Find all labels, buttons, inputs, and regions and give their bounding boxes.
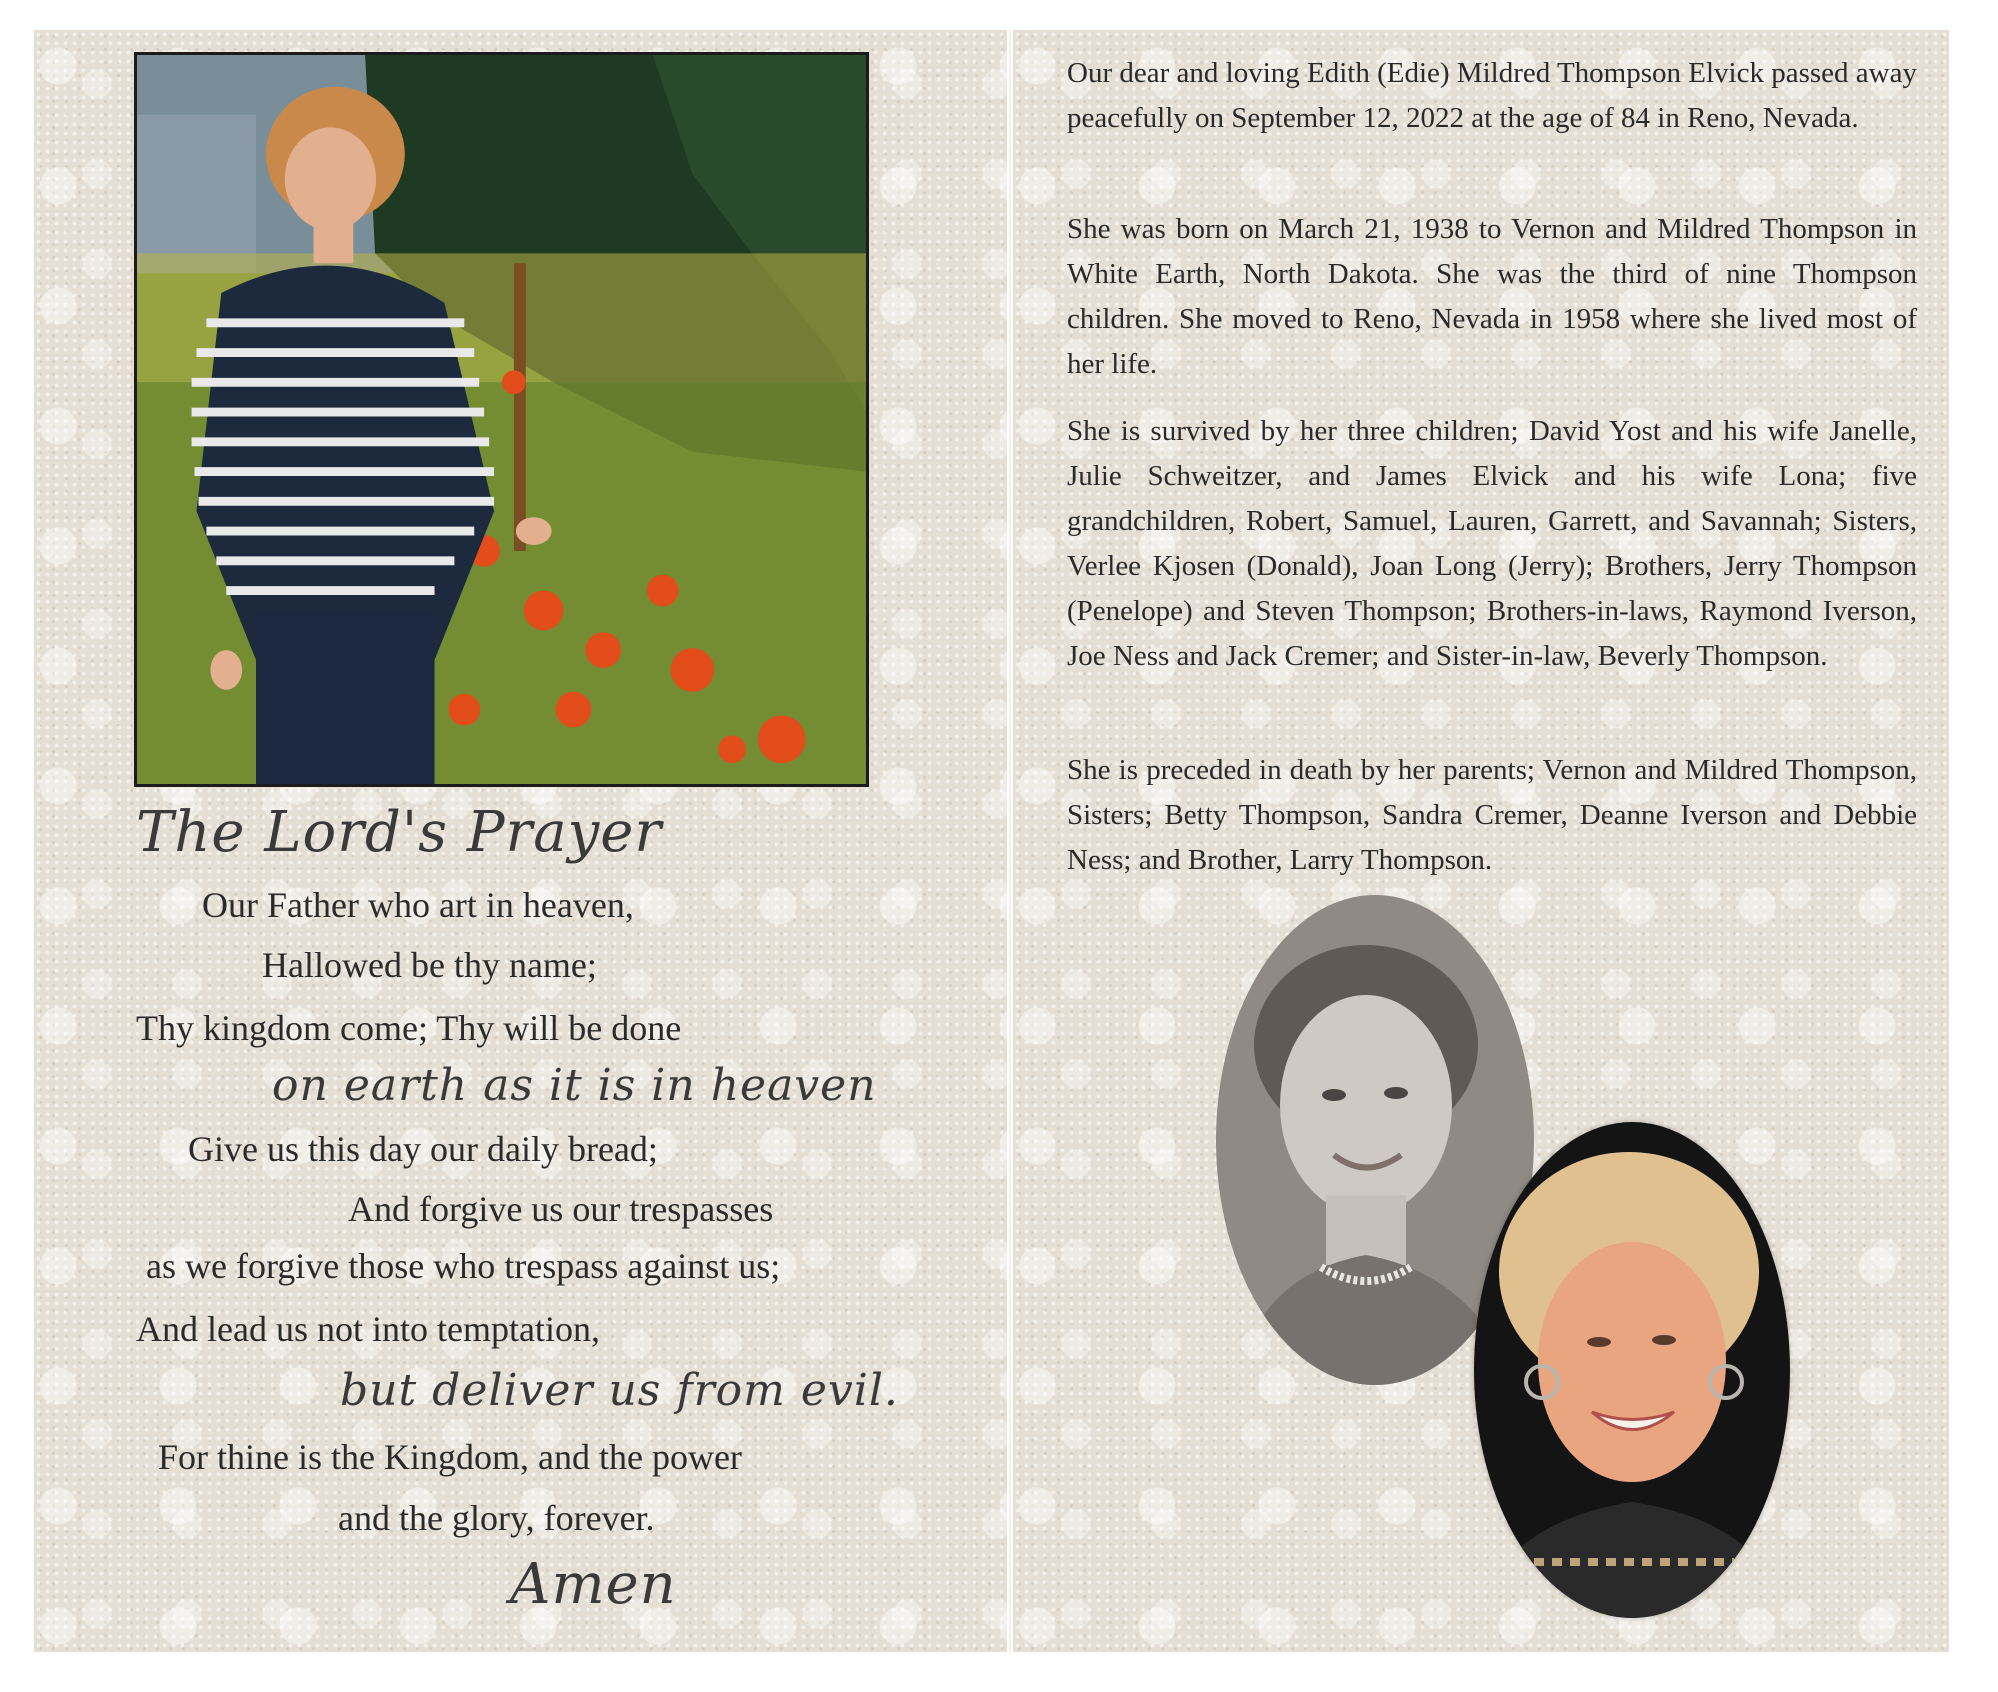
obituary-paragraph-1: Our dear and loving Edith (Edie) Mildred Thompson Elvick passed away peacefully on September 12, 2022 at the age of 84 in Reno, Nevada. <box>1067 57 1917 134</box>
fold-line <box>1009 30 1011 1652</box>
prayer-line-5: Give us this day our daily bread; <box>188 1129 658 1169</box>
prayer-line-4: on earth as it is in heaven <box>272 1060 877 1111</box>
prayer-line-1: Our Father who art in heaven, <box>202 885 634 925</box>
prayer-line-7: as we forgive those who trespass against us; <box>146 1246 781 1286</box>
prayer-line-6: And forgive us our trespasses <box>348 1189 774 1229</box>
obituary-paragraph-4: She is preceded in death by her parents; Vernon and Mildred Thompson, Sisters; Betty Thompson, Sandra Cremer, Deanne Iverson and Debbie Ness; and Brother, Larry Thompson. <box>1067 754 1917 876</box>
prayer-line-8: And lead us not into temptation, <box>136 1309 600 1349</box>
prayer-line-10: For thine is the Kingdom, and the power <box>158 1437 742 1477</box>
prayer-amen: Amen <box>510 1552 677 1617</box>
prayer-title: The Lord's Prayer <box>136 800 663 865</box>
prayer-line-11: and the glory, forever. <box>338 1498 655 1538</box>
obituary-paragraph-2: She was born on March 21, 1938 to Vernon and Mildred Thompson in White Earth, North Dakota. She was the third of nine Thompson children. She moved to Reno, Nevada in 1958 where she lived most of her life. <box>1067 213 1917 380</box>
garden-photo <box>134 52 869 787</box>
prayer-line-3: Thy kingdom come; Thy will be done <box>136 1008 682 1048</box>
recent-portrait <box>1474 1122 1790 1618</box>
prayer-line-2: Hallowed be thy name; <box>262 945 597 985</box>
obituary-paragraph-3: She is survived by her three children; David Yost and his wife Janelle, Julie Schweitzer, and James Elvick and his wife Lona; five grandchildren, Robert, Samuel, Lauren, Garrett, and Savannah; Sisters, Verlee Kjosen (Donald), Joan Long (Jerry); Brothers, Jerry Thompson (Penelope) and Steven Thompson; Brothers-in-laws, Raymond Iverson, Joe Ness and Jack Cremer; and Sister-in-law, Beverly Thompson. <box>1067 415 1917 672</box>
prayer-line-9: but deliver us from evil. <box>340 1365 899 1416</box>
